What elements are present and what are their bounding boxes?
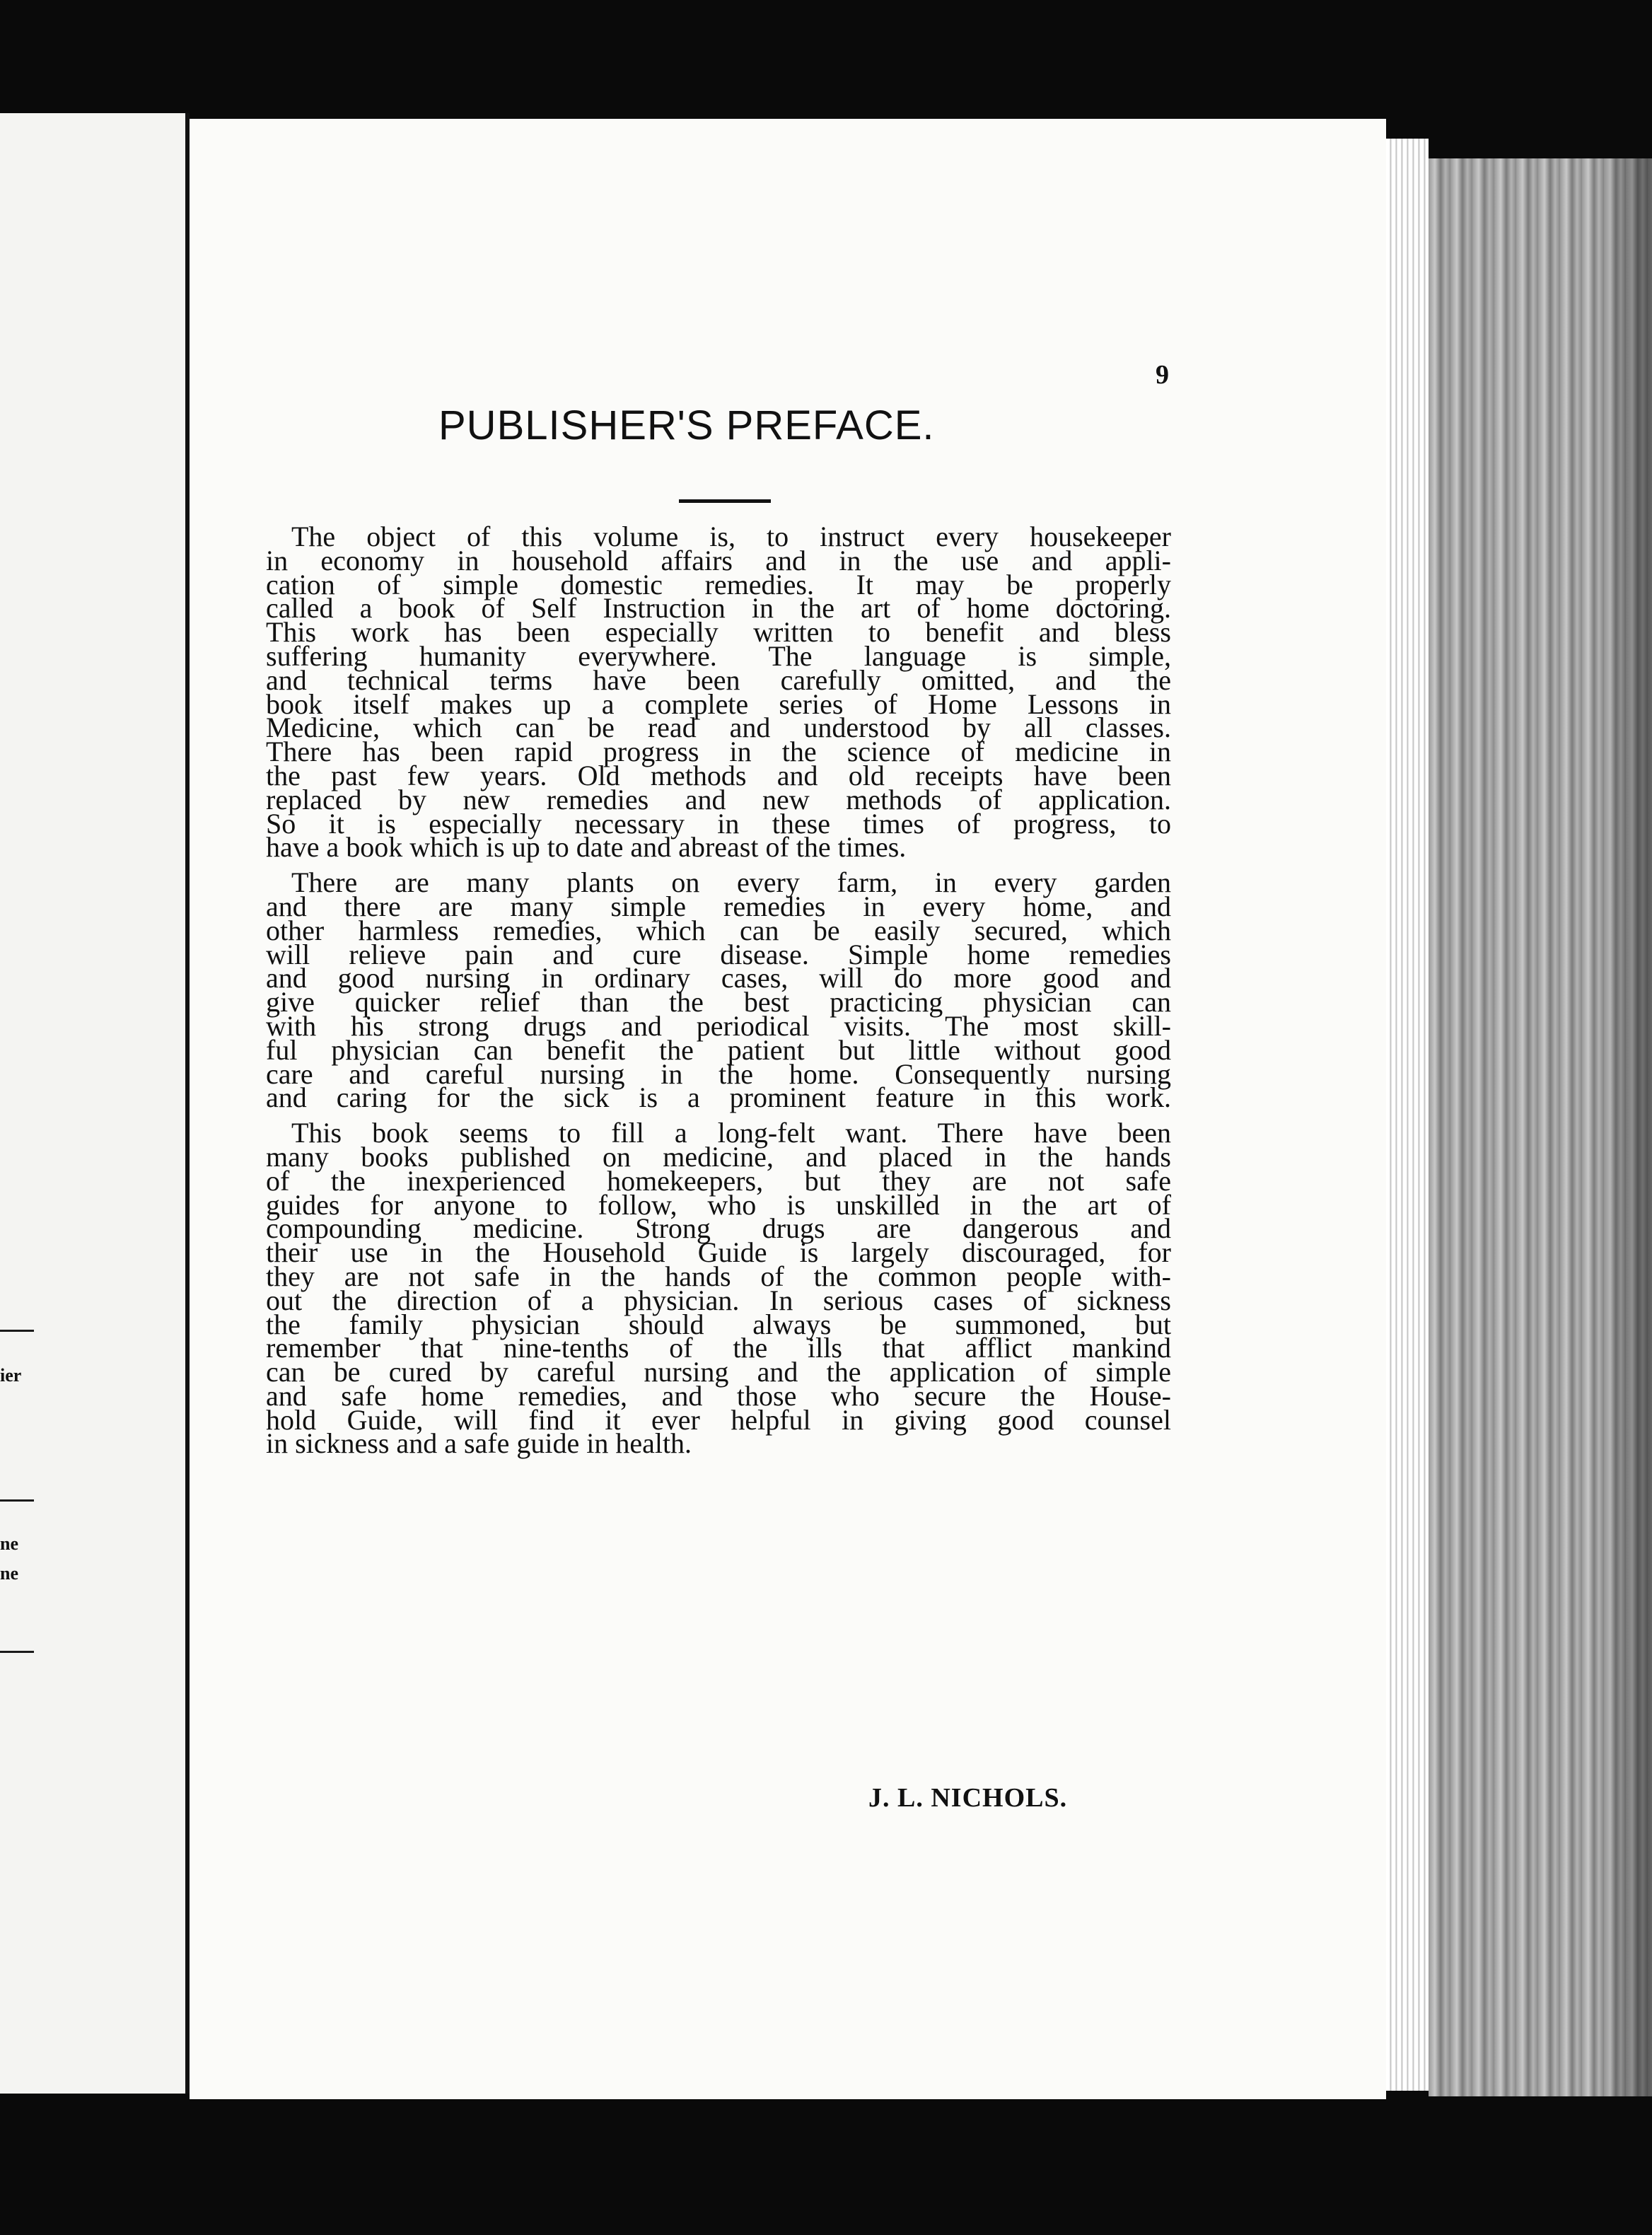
page-stack-edges [1386, 139, 1429, 2091]
text-line: and safe home remedies, and those who secure the House- [266, 1379, 1171, 1412]
text-line: suffering humanity everywhere. The language is simple, [266, 639, 1171, 672]
text-line: book itself makes up a complete series of Home Lessons in [266, 687, 1171, 720]
paragraph-1 [266, 521, 1171, 864]
text-line: the family physician should always be summoned, but [266, 1308, 1171, 1340]
left-page-rule [0, 1651, 34, 1653]
left-page-fragment: ier [0, 1365, 22, 1386]
title-divider [679, 499, 771, 503]
book-edge-shadow [1598, 158, 1652, 2096]
text-line: and there are many simple remedies in every home, and [266, 890, 1171, 922]
text-line: of the inexperienced homekeepers, but they are not safe [266, 1164, 1171, 1197]
text-line: and technical terms have been carefully omitted, and the [266, 663, 1171, 696]
text-line: will relieve pain and cure disease. Simple home remedies [266, 938, 1171, 970]
text-line: and caring for the sick is a prominent feature in this work. [266, 1081, 1171, 1114]
text-line: remember that nine-tenths of the ills that afflict mankind [266, 1332, 1171, 1364]
page-number: 9 [1156, 360, 1169, 390]
text-line: with his strong drugs and periodical visits. The most skill- [266, 1009, 1171, 1042]
paragraph-2 [266, 866, 1171, 1114]
text-line: This work has been especially written to benefit and bless [266, 616, 1171, 649]
text-line: ful physician can benefit the patient but little without good [266, 1033, 1171, 1066]
text-line: can be cured by careful nursing and the application of simple [266, 1356, 1171, 1388]
left-page-rule [0, 1499, 34, 1502]
text-line: So it is especially necessary in these times of progress, to [266, 807, 1171, 840]
text-line: Medicine, which can be read and understood by all classes. [266, 712, 1171, 744]
left-page-fragment: ne [0, 1563, 18, 1584]
text-line: many books published on medicine, and placed in the hands [266, 1140, 1171, 1173]
left-page-fragment: ne [0, 1533, 18, 1554]
text-line: The object of this volume is, to instruct every housekeeper [291, 521, 1171, 552]
text-line: There has been rapid progress in the science of medicine in [266, 736, 1171, 768]
text-line: other harmless remedies, which can be easily secured, which [266, 914, 1171, 946]
text-line: There are many plants on every farm, in every garden [291, 866, 1171, 899]
text-line: called a book of Self Instruction in the art of home doctoring. [266, 592, 1171, 625]
left-page-rule [0, 1330, 34, 1332]
previous-page-edge [0, 113, 190, 2094]
text-line: have a book which is up to date and abreast of the times. [266, 831, 907, 864]
text-line: guides for anyone to follow, who is unskilled in the art of [266, 1188, 1171, 1221]
text-line: in economy in household affairs and in the use and appli- [266, 544, 1171, 576]
text-line: replaced by new remedies and new methods of application. [266, 783, 1171, 815]
page-title: PUBLISHER'S PREFACE. [438, 402, 935, 448]
preface-body [266, 521, 1171, 1460]
text-line: compounding medicine. Strong drugs are dangerous and [266, 1212, 1171, 1245]
text-line: they are not safe in the hands of the common people with- [266, 1260, 1171, 1292]
text-line: hold Guide, will find it ever helpful in giving good counsel [266, 1403, 1171, 1436]
paragraph-3 [266, 1117, 1171, 1460]
text-line: cation of simple domestic remedies. It may be properly [266, 568, 1171, 600]
text-line: and good nursing in ordinary cases, will do more good and [266, 962, 1171, 994]
text-line: This book seems to fill a long-felt want. There have been [291, 1117, 1171, 1149]
author-signature: J. L. NICHOLS. [868, 1783, 1068, 1813]
text-line: out the direction of a physician. In serious cases of sickness [266, 1284, 1171, 1316]
text-line: care and careful nursing in the home. Consequently nursing [266, 1057, 1171, 1090]
text-line: the past few years. Old methods and old receipts have been [266, 759, 1171, 791]
text-line: give quicker relief than the best practicing physician can [266, 986, 1171, 1018]
text-line: in sickness and a safe guide in health. [266, 1427, 692, 1460]
text-line: their use in the Household Guide is largely discouraged, for [266, 1236, 1171, 1269]
